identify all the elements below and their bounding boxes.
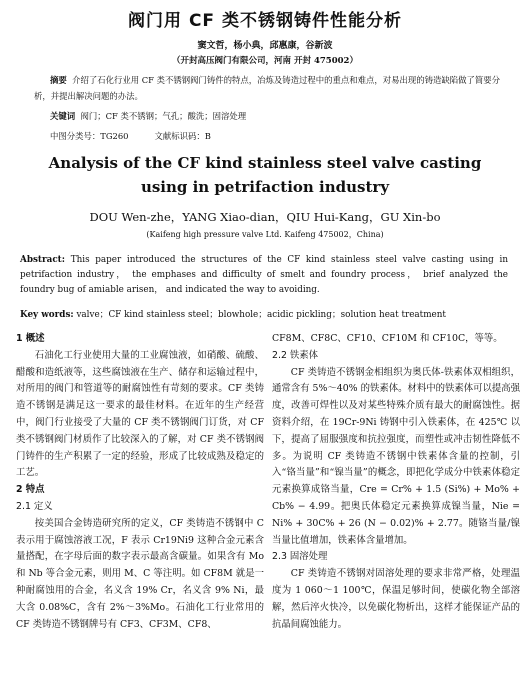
keywords-en xyxy=(20,307,446,320)
section-2-1-heading: 2.1 定义 xyxy=(16,500,53,512)
section-2-3-heading: 2.3 固溶处理 xyxy=(272,551,328,563)
classification-line xyxy=(50,130,237,142)
section-2-2-paragraph: CF 类铸造不锈钢金相组织为奥氏体-铁素体双相组织，通常含有 5%～40% 的铁素体。材料中的铁素体可以提高强度，改善可焊性以及对某些特殊介质有最大的耐腐蚀性。据资料介绍，在 19Cr-9Ni 铸钢中引入铁素体，在 425℃ 以下，提高了屈服强度和抗拉强度，而塑性或冲击韧性降低不多。为说明 CF 类铸造不锈钢中铁素体含量的控制，引入“铬当量”和“镍当量”的概念，即把化学成分中铁素体稳定元素换算成铬当量，Cre = Cr% + 1.5 (Si%) + Mo% + Cb% − 4.99。把奥氏体稳定元素换算成镍当量，Nie = Ni% + 30C% + 26 (N − 0.02)% + 2.77。随铬当量/镍当量比值增加，铁素体含量增加。 xyxy=(272,366,520,546)
body-column-right xyxy=(272,331,520,633)
abstract-en xyxy=(20,253,508,298)
paper-title-en-line2: using in petrifaction industry xyxy=(140,178,390,196)
section-2-1-paragraph: 按美国合金铸造研究所的定义，CF 类铸造不锈钢中 C 表示用于腐蚀溶液工况，F 表示 Cr19Ni9 这种合金元素含量搭配，在字母后面的数字表示最高含碳量。如果含有 Mo 和 Nb 等合金元素，则用 M、C 等注明。如 CF8M 就是一种耐腐蚀用的合金，名义含 19% Cr，名义含 9% Ni，最大含 0.08%C，含有 2%～3%Mo。石油化工行业常用的 CF 类铸造不锈钢牌号有 CF3、CF3M、CF8、 xyxy=(16,517,264,630)
section-2-3-paragraph: CF 类铸造不锈钢对固溶处理的要求非常严格，处理温度为 1 060～1 100℃，保温足够时间，使碳化物全部溶解，然后淬火快冷，以免碳化物析出，这样才能保证产品的抗晶间腐蚀能力。 xyxy=(272,568,520,630)
affiliation-cn: （开封高压阀门有限公司，河南 开封 475002） xyxy=(172,56,358,66)
abstract-label-en: Abstract: xyxy=(20,255,65,265)
authors-en: DOU Wen-zhe，YANG Xiao-dian，QIU Hui-Kang，GU Xin-bo xyxy=(89,210,441,224)
section-1-paragraph: 石油化工行业使用大量的工业腐蚀液，如硝酸、硫酸、醋酸和造纸液等，这些腐蚀液在生产、储存和运输过程中，对所用的阀门和管道等的耐腐蚀性有苛刻的要求。CF 类铸造不锈钢是满足这一要求的最佳材料。在近年的生产经营中，阀门行业接受了大量的 CF 类不锈钢阀门订货，对 CF 类不锈钢阀门材质作了比较深入的了解，对 CF 类不锈钢阀门铸件的生产积累了一定的经验，形成了比较成熟及稳定的工艺。 xyxy=(16,349,264,479)
paper-title-en-line1: Analysis of the CF kind stainless steel valve casting xyxy=(48,154,482,172)
keywords-label-en: Key words: xyxy=(20,310,74,320)
abstract-text-cn: 介绍了石化行业用 CF 类不锈钢阀门铸件的特点，冶炼及铸造过程中的重点和难点，对易出现的铸造缺陷做了简要分析，并提出解决问题的办法。 xyxy=(34,75,500,101)
section-2-2-heading: 2.2 铁素体 xyxy=(272,349,319,361)
keywords-text-en: valve；CF kind stainless steel；blowhole；acidic pickling；solution heat treatment xyxy=(76,310,446,320)
section-1-heading: 1 概述 xyxy=(16,333,45,344)
abstract-cn xyxy=(34,72,500,104)
authors-cn: 窦文哲，杨小典，邱惠康，谷新波 xyxy=(197,41,333,51)
keywords-text-cn: 阀门；CF 类不锈钢；气孔；酸洗；固溶处理 xyxy=(80,111,247,121)
paper-title-cn: 阀门用 CF 类不锈钢铸件性能分析 xyxy=(128,11,402,31)
affiliation-en: (Kaifeng high pressure valve Ltd. Kaifeng 475002，China) xyxy=(146,230,384,239)
keywords-label-cn: 关键词 xyxy=(50,111,76,121)
keywords-cn xyxy=(50,110,246,122)
section-2-heading: 2 特点 xyxy=(16,484,45,496)
abstract-label-cn: 摘要 xyxy=(50,75,67,85)
clc-number: 中图分类号：TG260 xyxy=(50,131,129,141)
body-column-left xyxy=(16,331,264,633)
abstract-text-en: This paper introduced the structures of the CF kind stainless steel valve casting using in petrifaction industry， the emphases and difficulty of smelt and foundry process， brief analyzed the foundry bug of amiable arisen， and indicated the way to avoiding. xyxy=(20,255,508,295)
paper-title-en xyxy=(0,151,530,199)
continued-paragraph: CF8M、CF8C、CF10、CF10M 和 CF10C，等等。 xyxy=(272,333,503,344)
document-code: 文献标识码：B xyxy=(154,131,211,141)
